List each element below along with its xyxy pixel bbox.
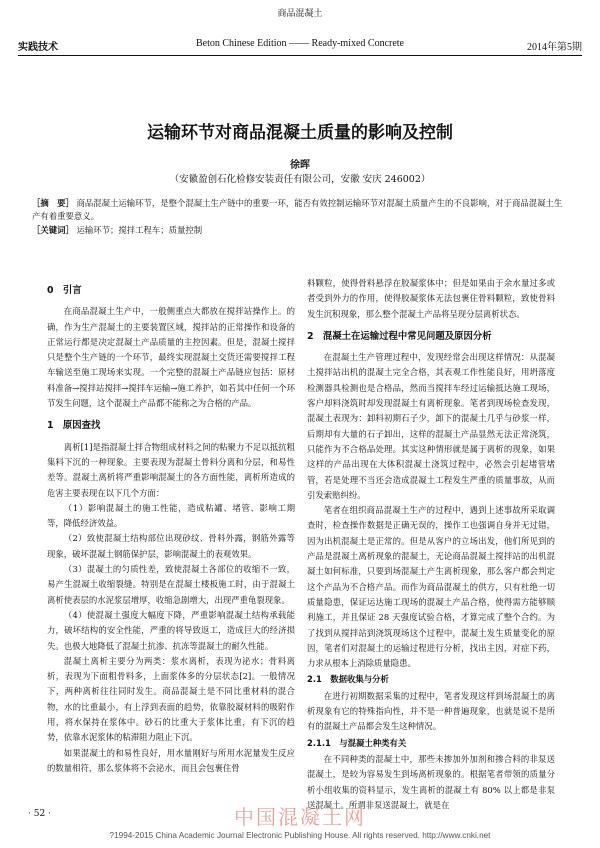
abstract-text: 商品混凝土运输环节，是整个混凝土生产链中的重要一环，能否有效控制运输环节对混凝土质量产生的不良影响，对于商品混凝土生产有着重要意义。	[32, 198, 563, 221]
journal-name-top: 商品混凝土	[277, 9, 323, 19]
paragraph: 笔者在组织商品混凝土生产的过程中，遇到上述事故所采取调查时，检查操作数据是正确无误的，操作工也强调自身并无过错，因为出机混凝土是正常的。但是从客户的立场出发，他们所见到的产品是混凝土离析现象的混凝土，无论商品混凝土搅拌站的出机混凝土如何标准，只要到场混凝土产生离析现象，那么客户都会判定这个产品为不合格产品。而作为商品混凝土的供方，只有杜绝一切质量隐患，保证运达施工现场的混凝土产品合格，使得需方能够顺利施工，并且保证 28 天强度试验合格，才算完成了整个合约。为了找到从搅拌站到浇筑现场这个过程中，混凝土发生质量变化的原因，笔者们对混凝土的运输过程进行分析，找出主因，对症下药，力求从根本上消除质量隐患。	[307, 505, 555, 669]
paragraph: 料颗粒，使得骨料悬浮在胶凝浆体中；但是如果由于余水量过多或者受到外力的作用，使得胶凝浆体无法包裹住骨料颗粒，致使骨料发生沉积现象，那么整个混凝土产品将呈现分层离析状态。	[307, 278, 555, 319]
section-heading-cause: 1 原因查找	[47, 420, 101, 432]
section-heading-intro: 0 引言	[47, 285, 82, 296]
author-affiliation: （安徽盈创石化检修安装责任有限公司，安徽 安庆 246002）	[169, 174, 431, 185]
paragraph: 如果混凝土的和易性良好，用水量刚好与所用水泥量发生反应的数量相符，那么浆体将不会泌水，而且会包裹住骨	[47, 747, 295, 773]
list-item: （1）影响混凝土的施工性能，造成粘罐、堵管、影响工期等，降低经济效益。	[47, 502, 295, 529]
article-title: 运输环节对商品混凝土质量的影响及控制	[147, 123, 453, 143]
subsection-heading-2-1-1: 2.1.1 与混凝土种类有关	[307, 737, 407, 748]
article-author: 徐晖	[290, 160, 310, 171]
paragraph: 在商品混凝土生产中，一般侧重点大都放在搅拌站操作上。的确，作为生产混凝土的主要装置区域，搅拌站的正常操作和设备的正常运行都是决定混凝土产品质量的主控因素。但是，混凝土搅拌只是整个生产链的一个环节，最终实现混凝土交货还需要搅拌工程车输送至施工现场来实现。一个完整的混凝土产品链应包括：原材料准备→搅拌站搅拌→搅拌车运输→施工养护，如若其中任何一个环节发生问题，这个混凝土产品都不能称之为合格的产品。	[47, 306, 295, 409]
abstract-label: ［摘 要］	[32, 198, 74, 208]
paragraph: 在进行初期数据采集的过程中，笔者发现这样到场混凝土的离析现象有它的特殊指向性，并不是一种普遍现象，也就是说不是所有的混凝土产品都会发生这种情况。	[307, 690, 555, 732]
list-item: （4）使混凝土强度大幅度下降，严重影响混凝土结构承载能力，破坏结构的安全性能，严重的将导致返工，造成巨大的经济损失。也极大地降低了混凝土抗渗、抗冻等混凝土的耐久性能。	[47, 609, 295, 651]
paragraph: 离析[1]是指混凝土拌合物组成材料之间的粘聚力不足以抵抗粗集料下沉的一种现象。主要表现为混凝土骨料分离和分层，和易性差等。混凝土离析将严重影响混凝土的各方面性能，离析所造成的危害主要表现在以下几个方面：	[47, 441, 295, 498]
header-rule	[18, 55, 582, 56]
list-item: （2）致使混凝土结构部位出现砂纹、骨料外露，钢筋外露等现象，破坏混凝土钢筋保护层，影响混凝土的表观效果。	[47, 533, 295, 559]
keywords	[32, 224, 568, 236]
journal-english-title: Beton Chinese Edition —— Ready-mixed Concrete	[195, 38, 404, 49]
paragraph: 在混凝土生产管理过程中，发现经常会出现这样情况：从混凝土搅拌站出机的混凝土完全合格，其表观工作性能良好，用坍落度检测器具检测也是合格品，然而当搅拌车经过运输抵达施工现场，客户却料浇筑时却发现混凝土有离析现象。笔者到现场检查发现，混凝土表现为：卸料初期石子少，卸下的混凝土几乎与砂浆一样，后期却有大量的石子卸出，这样的混凝土产品显然无法正常浇筑，只能作为不合格品处理。其实这种情形就是属于离析的现象，如果这样的产品出现在大体积混凝土浇筑过程中，必然会引起堵管堵管，若是处理不当还会造成混凝土工程发生严重的质量事故，从而引发索赔纠纷。	[307, 352, 555, 500]
left-column	[47, 276, 295, 776]
keywords-text: 运输环节；搅拌工程车；质量控制	[76, 225, 203, 235]
running-header	[18, 38, 582, 52]
keywords-label: ［关键词］	[32, 225, 74, 235]
paragraph: 在不同种类的混凝土中，那些未掺加外加剂和掺合料的非泵送混凝土，是较为容易发生到场离析现象的。根据笔者带领的质量分析小组收集的资料显示，发生离析的混凝土有 80% 以上都是非泵送混凝土。所谓非泵送混凝土，就是在	[307, 753, 555, 810]
section-heading-2: 2 混凝土在运输过程中常见问题及原因分析	[307, 330, 492, 342]
list-item: （3）混凝土的匀质性差，致使混凝土各部位的收缩不一致，易产生混凝土收缩裂缝。特别是在混凝土楼板施工时，由于混凝土离析使表层的水泥浆层增厚，收缩急剧增大，出现严重龟裂现象。	[47, 564, 295, 605]
issue-label: 2014年第5期	[527, 42, 582, 53]
section-label: 实践技术	[18, 42, 58, 53]
right-column	[307, 276, 555, 813]
paragraph: 混凝土离析主要分为两类：浆水离析，表现为泌水；骨料离析，表现为下面粗骨料多，上面浆体多的分层状态[2]。一般情况下，两种离析往往同时发生。商品混凝土是不同比重材料的混合物，水的比重最小，有上浮到表面的趋势，依靠胶凝材料的吸附作用，将水保持在浆体中。砂石的比重大于浆体比重，有下沉的趋势，依靠水泥浆体的粘滞阻力阻止下沉。	[47, 655, 295, 743]
watermark: 中国混凝土网	[234, 805, 366, 829]
abstract	[32, 197, 568, 223]
page-number: · 52 ·	[28, 809, 51, 819]
copyright-footer: ?1994-2015 China Academic Journal Electronic Publishing House. All rights reserved. http://www.cnki.net	[109, 831, 491, 840]
subsection-heading-2-1: 2.1 数据收集与分析	[307, 674, 389, 685]
